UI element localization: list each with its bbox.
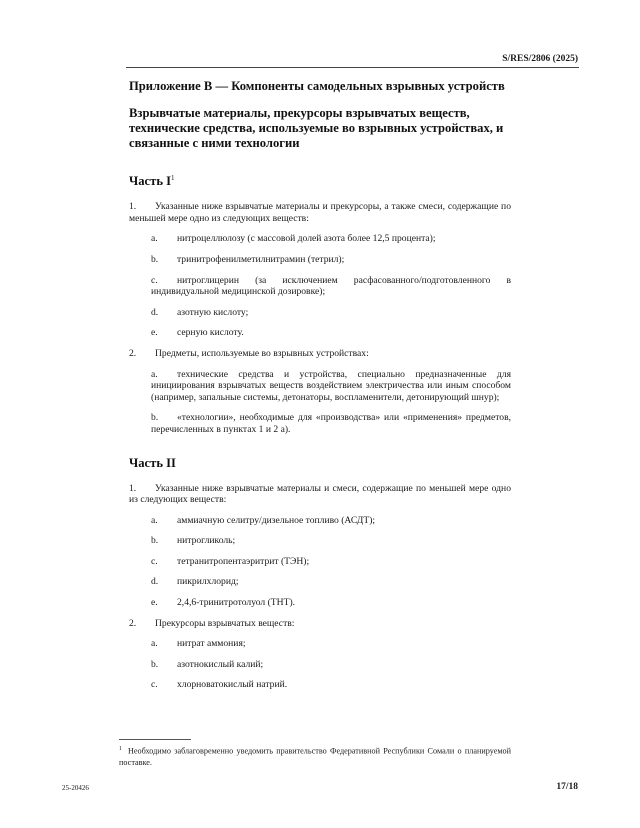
list-item [129, 275, 511, 298]
item-text: тринитрофенилметилнитрамин (тетрил); [177, 253, 345, 265]
list-item [129, 369, 511, 404]
part-1-title: Часть I [129, 174, 172, 189]
item-text: пикрилхлорид; [177, 576, 239, 588]
list-item [129, 556, 511, 568]
item-text: нитрогликоль; [177, 535, 236, 547]
item-text: азотнокислый калий; [177, 658, 264, 670]
item-letter: a. [151, 233, 158, 245]
footnote [119, 744, 511, 768]
header-divider [126, 67, 579, 68]
item-text: азотную кислоту; [177, 306, 249, 318]
list-item [129, 576, 511, 588]
paragraph-text: Предметы, используемые во взрывных устройствах: [155, 347, 369, 359]
paragraph-number: 1. [129, 482, 137, 494]
list-item [129, 535, 511, 547]
list-item [129, 515, 511, 527]
list-item [129, 307, 511, 319]
item-letter: a. [151, 368, 158, 380]
item-letter: e. [151, 597, 158, 609]
item-text: хлорноватокислый натрий. [177, 679, 288, 691]
item-letter: b. [151, 253, 159, 265]
part-2-paragraph-2 [129, 618, 511, 630]
item-text: технические средства и устройства, специально предназначенные для инициирования взрывчатых веществ воздействием электричества или иным способом (например, запальные системы, детонаторы, воспламенители, детонирующий шнур); [151, 368, 511, 403]
item-letter: c. [151, 555, 158, 567]
document-code: 25-20426 [62, 784, 89, 792]
paragraph-text: Указанные ниже взрывчатые материалы и смеси, содержащие по меньшей мере одно из следующих веществ: [129, 482, 511, 506]
item-letter: d. [151, 306, 159, 318]
item-text: серную кислоту. [177, 327, 244, 339]
document-body [129, 79, 511, 700]
part-1-paragraph-1 [129, 201, 511, 224]
item-letter: c. [151, 679, 158, 691]
paragraph-text: Прекурсоры взрывчатых веществ: [155, 617, 295, 629]
item-letter: a. [151, 638, 158, 650]
document-symbol: S/RES/2806 (2025) [502, 54, 578, 64]
paragraph-number: 2. [129, 347, 137, 359]
part-2-paragraph-1 [129, 483, 511, 506]
item-letter: b. [151, 412, 159, 424]
item-letter: b. [151, 535, 159, 547]
annex-subtitle: Взрывчатые материалы, прекурсоры взрывчатых веществ, технические средства, используемые во взрывных устройствах, и связанные с ними технологии [129, 106, 504, 150]
list-item [129, 254, 511, 266]
item-text: аммиачную селитру/дизельное топливо (АСДТ); [177, 514, 376, 526]
list-item [129, 233, 511, 245]
item-letter: e. [151, 327, 158, 339]
paragraph-number: 2. [129, 617, 137, 629]
list-item [129, 679, 511, 691]
item-text: нитрат аммония; [177, 638, 246, 650]
item-letter: d. [151, 576, 159, 588]
list-item [129, 327, 511, 339]
list-item [129, 659, 511, 671]
list-item [129, 638, 511, 650]
section-spacer [129, 445, 511, 456]
item-text: 2,4,6-тринитротолуол (ТНТ). [177, 597, 296, 609]
item-letter: c. [151, 274, 158, 286]
item-letter: b. [151, 658, 159, 670]
footnote-divider [119, 739, 191, 740]
part-1-heading [129, 171, 511, 189]
footnote-text: Необходимо заблаговременно уведомить правительство Федеративной Республики Сомали о планируемой поставке. [119, 746, 511, 767]
footnote-reference[interactable]: 1 [171, 174, 175, 182]
part-2-heading: Часть II [129, 455, 176, 470]
footnote-mark: 1 [119, 746, 122, 752]
list-item [129, 597, 511, 609]
item-text: нитроглицерин (за исключением расфасованного/подготовленного в индивидуальной медицинской дозировке); [151, 274, 511, 298]
item-text: «технологии», необходимые для «производства» или «применения» предметов, перечисленных в пунктах 1 и 2 а). [151, 412, 511, 435]
paragraph-text: Указанные ниже взрывчатые материалы и прекурсоры, а также смеси, содержащие по меньшей мере одно из следующих веществ: [129, 201, 511, 224]
part-1-paragraph-2 [129, 348, 511, 360]
annex-title: Приложение B — Компоненты самодельных взрывных устройств [129, 79, 505, 93]
item-text: тетранитропентаэритрит (ТЭН); [177, 555, 310, 567]
item-text: нитроцеллюлозу (с массовой долей азота более 12,5 процента); [177, 233, 436, 245]
paragraph-number: 1. [129, 201, 137, 213]
list-item [129, 412, 511, 435]
page-number: 17/18 [556, 782, 578, 792]
item-letter: a. [151, 514, 158, 526]
